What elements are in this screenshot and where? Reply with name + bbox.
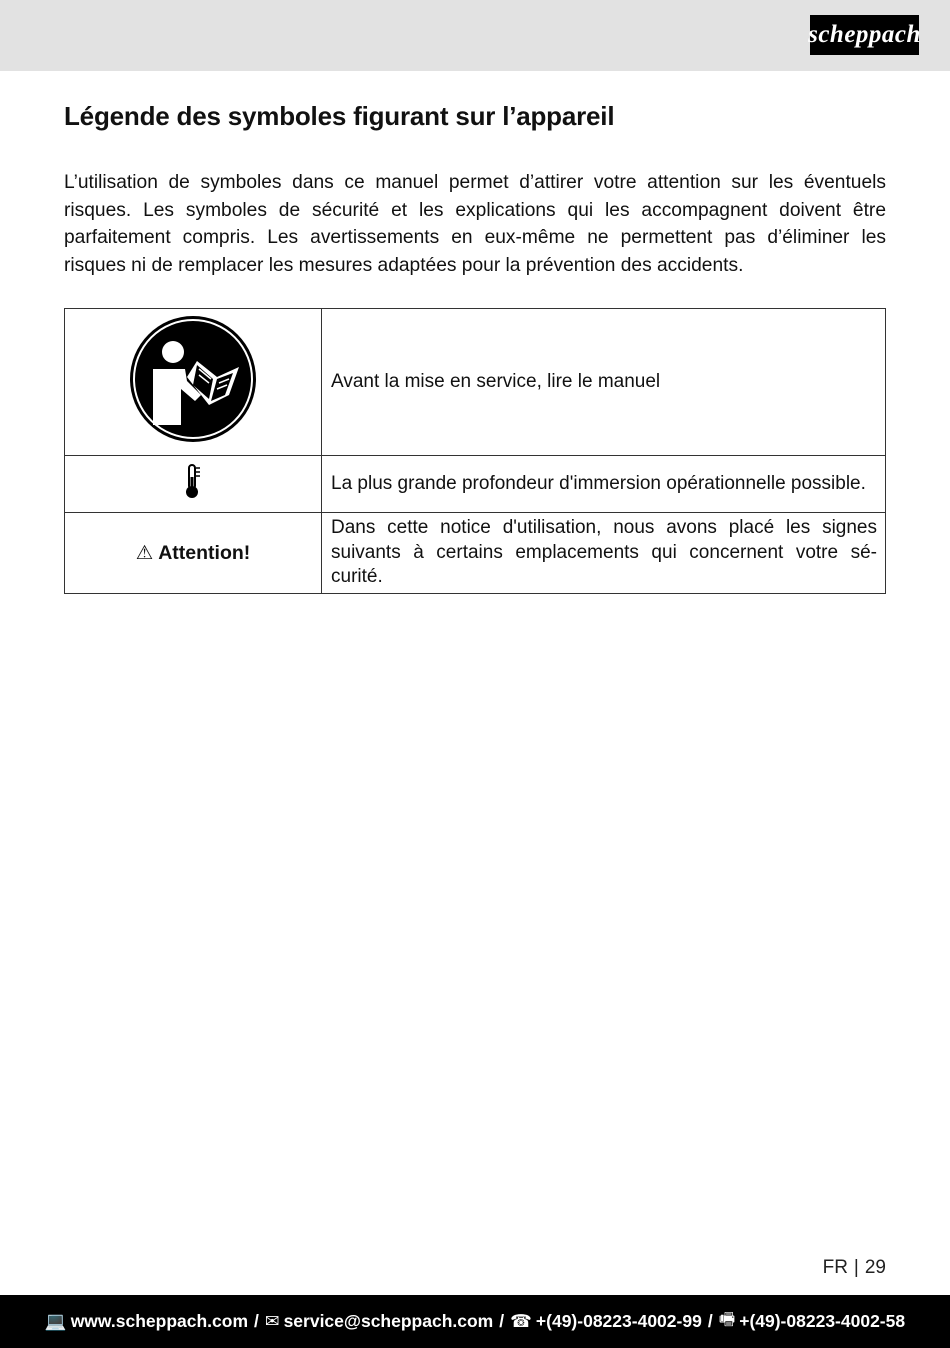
fax-number: +(49)-08223-4002-58 [739,1311,906,1331]
brand-logo [810,15,919,55]
envelope-icon: ✉ [264,1311,280,1331]
symbol-description: Avant la mise en service, lire le manuel [322,309,886,456]
symbol-cell [65,513,322,594]
phone-icon: ☎ [510,1311,532,1331]
website-link[interactable]: www.scheppach.com [70,1311,249,1331]
read-manual-icon [129,315,257,443]
symbol-description: Dans cette notice d'utilisation, nous avons placé les signes suivants à certains emplacements qui concernent votre sé-curité. [322,513,886,594]
separator: / [499,1311,505,1331]
footer-bar [0,1295,950,1348]
table-row [65,309,886,456]
separator: / [707,1311,713,1331]
email-link[interactable]: service@scheppach.com [283,1311,494,1331]
phone-number: +(49)-08223-4002-99 [535,1311,702,1331]
table-row [65,456,886,513]
separator: / [254,1311,259,1331]
attention-label [136,542,251,564]
language-code: FR [822,1257,848,1278]
page-number-value: 29 [864,1257,886,1278]
header-bar [0,0,950,71]
page-title: Légende des symboles figurant sur l’appareil [64,101,615,131]
separator: | [853,1257,859,1278]
fax-icon: 🖷 [718,1308,736,1329]
table-row [65,513,886,594]
warning-triangle-icon: ⚠ [135,542,154,564]
symbol-cell [65,456,322,513]
symbols-table [64,308,886,594]
intro-paragraph: L’utilisation de symboles dans ce manuel permet d’attirer votre attention sur les éventuels risques. Les symboles de sécurité et les explications qui les accompagnent doivent être parfaitement compris. Les avertissements en eux-même ne permettent pas d’éliminer les risques ni de remplacer les mesures adaptées pour la prévention des accidents. [64,172,886,276]
symbol-cell [65,309,322,456]
attention-text: Attention! [158,542,251,564]
page-number [823,1257,886,1279]
symbol-description: La plus grande profondeur d'immersion opérationnelle possible. [322,456,886,513]
computer-icon: 💻 [44,1311,67,1331]
logo-text: scheppach [808,21,921,48]
thermometer-depth-icon [183,463,203,499]
